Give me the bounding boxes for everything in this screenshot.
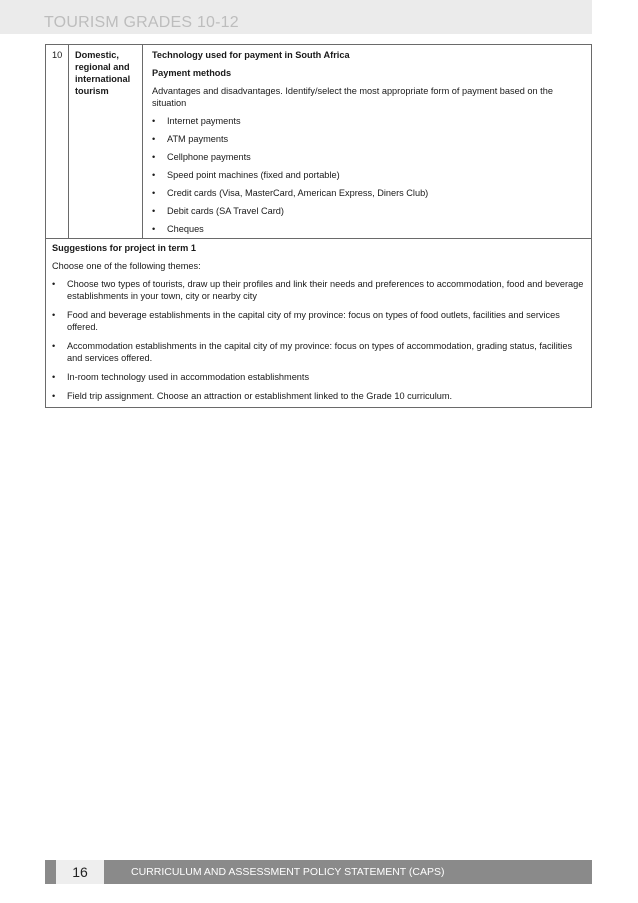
list-item [152, 133, 583, 145]
list-item [52, 309, 585, 333]
list-item-text: Choose two types of tourists, draw up their profiles and link their needs and preferences to accommodation, food and beverage establishments in your town, city or nearby city [67, 279, 584, 301]
list-item-text: Food and beverage establishments in the capital city of my province: focus on types of food outlets, facilities and services offered. [67, 310, 560, 332]
bullet-icon: • [152, 206, 156, 216]
footer-text: CURRICULUM AND ASSESSMENT POLICY STATEMENT (CAPS) [131, 866, 445, 878]
bullet-icon: • [52, 341, 56, 351]
page-header-title: TOURISM GRADES 10-12 [44, 14, 239, 31]
list-item [152, 115, 583, 127]
list-item-text: ATM payments [167, 134, 229, 144]
content-heading: Technology used for payment in South Africa [152, 50, 350, 60]
week-cell: 10 [46, 45, 69, 238]
list-item-text: In-room technology used in accommodation establishments [67, 372, 310, 382]
table-row [46, 45, 591, 239]
content-intro: Advantages and disadvantages. Identify/select the most appropriate form of payment based on the situation [152, 86, 553, 108]
list-item [52, 278, 585, 302]
list-item [152, 205, 583, 217]
list-item-text: Credit cards (Visa, MasterCard, American Express, Diners Club) [167, 188, 429, 198]
list-item [152, 151, 583, 163]
bullet-icon: • [152, 116, 156, 126]
project-heading: Suggestions for project in term 1 [52, 243, 196, 253]
content-cell [143, 45, 591, 238]
list-item-text: Speed point machines (fixed and portable) [167, 170, 340, 180]
list-item [152, 187, 583, 199]
project-intro: Choose one of the following themes: [52, 261, 201, 271]
list-item-text: Accommodation establishments in the capital city of my province: focus on types of accommodation, grading status, facilities and services offered. [67, 341, 573, 363]
page-number: 16 [56, 860, 104, 884]
content-table [45, 44, 592, 408]
list-item-text: Cellphone payments [167, 152, 251, 162]
bullet-icon: • [52, 391, 56, 401]
bullet-icon: • [152, 224, 156, 234]
bullet-icon: • [152, 152, 156, 162]
bullet-icon: • [52, 310, 56, 320]
list-item-text: Cheques [167, 224, 204, 234]
list-item [52, 371, 585, 383]
list-item [52, 340, 585, 364]
bullet-icon: • [152, 134, 156, 144]
project-list [52, 278, 585, 402]
list-item-text: Debit cards (SA Travel Card) [167, 206, 284, 216]
project-row [46, 239, 591, 407]
list-item [152, 223, 583, 235]
bullet-icon: • [152, 188, 156, 198]
bullet-icon: • [52, 372, 56, 382]
payment-list [152, 115, 583, 235]
list-item-text: Field trip assignment. Choose an attraction or establishment linked to the Grade 10 curriculum. [67, 391, 453, 401]
bullet-icon: • [152, 170, 156, 180]
page-footer [45, 860, 592, 884]
bullet-icon: • [52, 279, 56, 289]
list-item-text: Internet payments [167, 116, 241, 126]
topic-cell: Domestic, regional and international tourism [69, 45, 143, 238]
list-item [52, 390, 585, 402]
content-subheading: Payment methods [152, 68, 232, 78]
list-item [152, 169, 583, 181]
